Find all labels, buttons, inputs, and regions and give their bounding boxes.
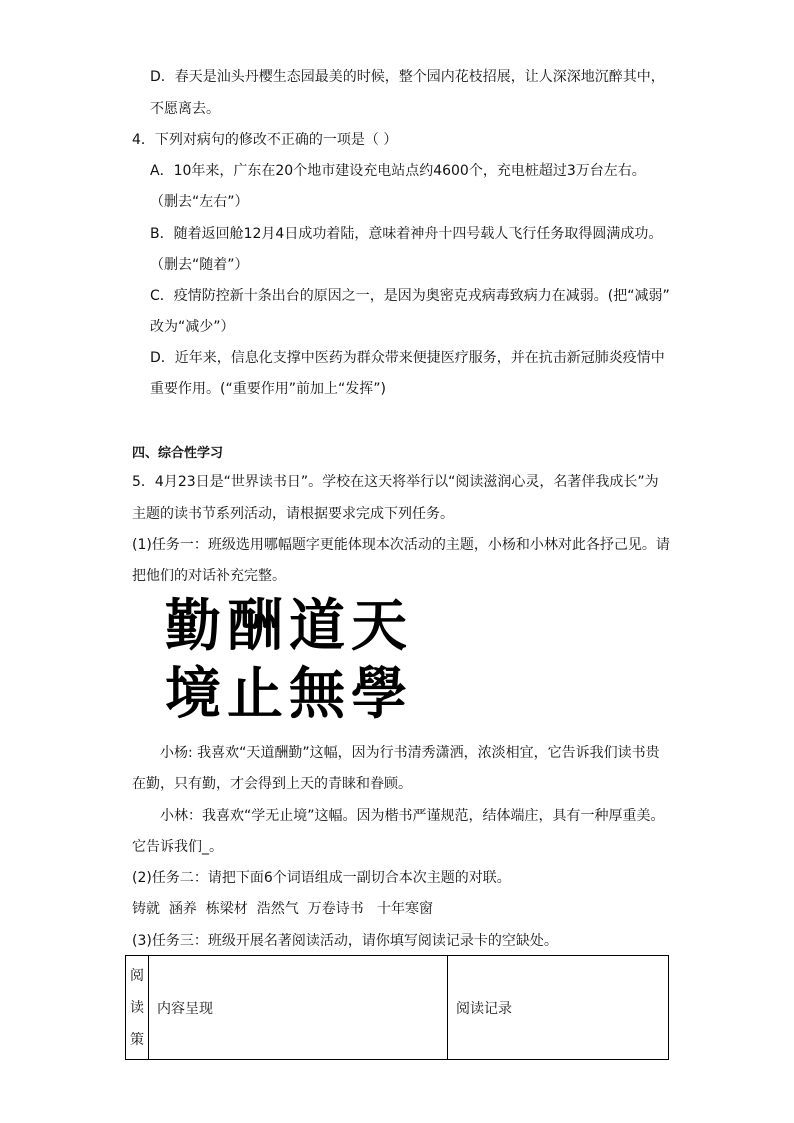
- q4-option-b-line1: B．随着返回舱12月4日成功着陆，意味着神舟十四号载人飞行任务取得圆满成功。: [150, 226, 663, 242]
- couplet-words: 铸就 涵养 栋梁材 浩然气 万卷诗书 十年寒窗: [132, 901, 433, 917]
- reading-record-table: [125, 955, 669, 1060]
- table-row: [126, 956, 669, 1060]
- calligraphy-line1: 勤酬道天: [165, 593, 413, 659]
- q5-stem-line1: 5．4月23日是“世界读书日”。学校在这天将举行以“阅读滋润心灵，名著伴我成长”为: [132, 474, 659, 490]
- q4-option-a-line2: （删去“左右”）: [150, 194, 249, 210]
- dialogue-lin-line2: 它告诉我们_。: [132, 839, 223, 855]
- task2: (2)任务二：请把下面6个词语组成一副切合本次主题的对联。: [132, 870, 511, 886]
- table-cell-char: 读: [130, 999, 144, 1016]
- q4-option-d-line1: D．近年来，信息化支撑中医药为群众带来便捷医疗服务，并在抗击新冠肺炎疫情中: [150, 350, 665, 366]
- q4-option-c-line2: 改为“减少”）: [150, 319, 235, 335]
- q4-stem: 4．下列对病句的修改不正确的一项是（ ）: [132, 132, 398, 148]
- dialogue-yang-line2: 在勤，只有勤，才会得到上天的青睐和眷顾。: [132, 776, 412, 792]
- dialogue-yang-line1: 小杨: 我喜欢“天道酬勤”这幅，因为行书清秀潇洒，浓淡相宜，它告诉我们读书贵: [160, 745, 660, 761]
- table-cell-content: 内容呈现: [149, 956, 448, 1060]
- q4-option-a-line1: A．10年来，广东在20个地市建设充电站点约4600个，充电桩超过3万台左右。: [150, 163, 646, 179]
- calligraphy-line2: 境止無學: [165, 661, 413, 727]
- section-heading: 四、综合性学习: [132, 446, 224, 461]
- q3-option-d-line2: 不愿离去。: [150, 101, 220, 117]
- q4-option-d-line2: 重要作用。(“重要作用”前加上“发挥”): [150, 381, 386, 397]
- table-cell-strategy: [126, 956, 149, 1060]
- q5-stem-line2: 主题的读书节系列活动，请根据要求完成下列任务。: [132, 506, 454, 522]
- q3-option-d-line1: D．春天是汕头丹樱生态园最美的时候，整个园内花枝招展，让人深深地沉醉其中，: [150, 69, 665, 85]
- table-cell-record[interactable]: 阅读记录: [448, 956, 669, 1060]
- q4-option-c-line1: C．疫情防控新十条出台的原因之一，是因为奥密克戎病毒致病力在减弱。(把“减弱”: [150, 288, 670, 304]
- q4-option-b-line2: （删去“随着”）: [150, 257, 249, 273]
- table-cell-char: 阅: [130, 967, 144, 984]
- task1-line2: 把他们的对话补充完整。: [132, 568, 286, 584]
- table-cell-char: 策: [130, 1031, 144, 1048]
- task3: (3)任务三：班级开展名著阅读活动，请你填写阅读记录卡的空缺处。: [132, 933, 558, 949]
- task1-line1: (1)任务一：班级选用哪幅题字更能体现本次活动的主题，小杨和小林对此各抒己见。请: [132, 537, 670, 553]
- dialogue-lin-line1: 小林：我喜欢“学无止境”这幅。因为楷书严谨规范，结体端庄，具有一种厚重美。: [160, 808, 665, 824]
